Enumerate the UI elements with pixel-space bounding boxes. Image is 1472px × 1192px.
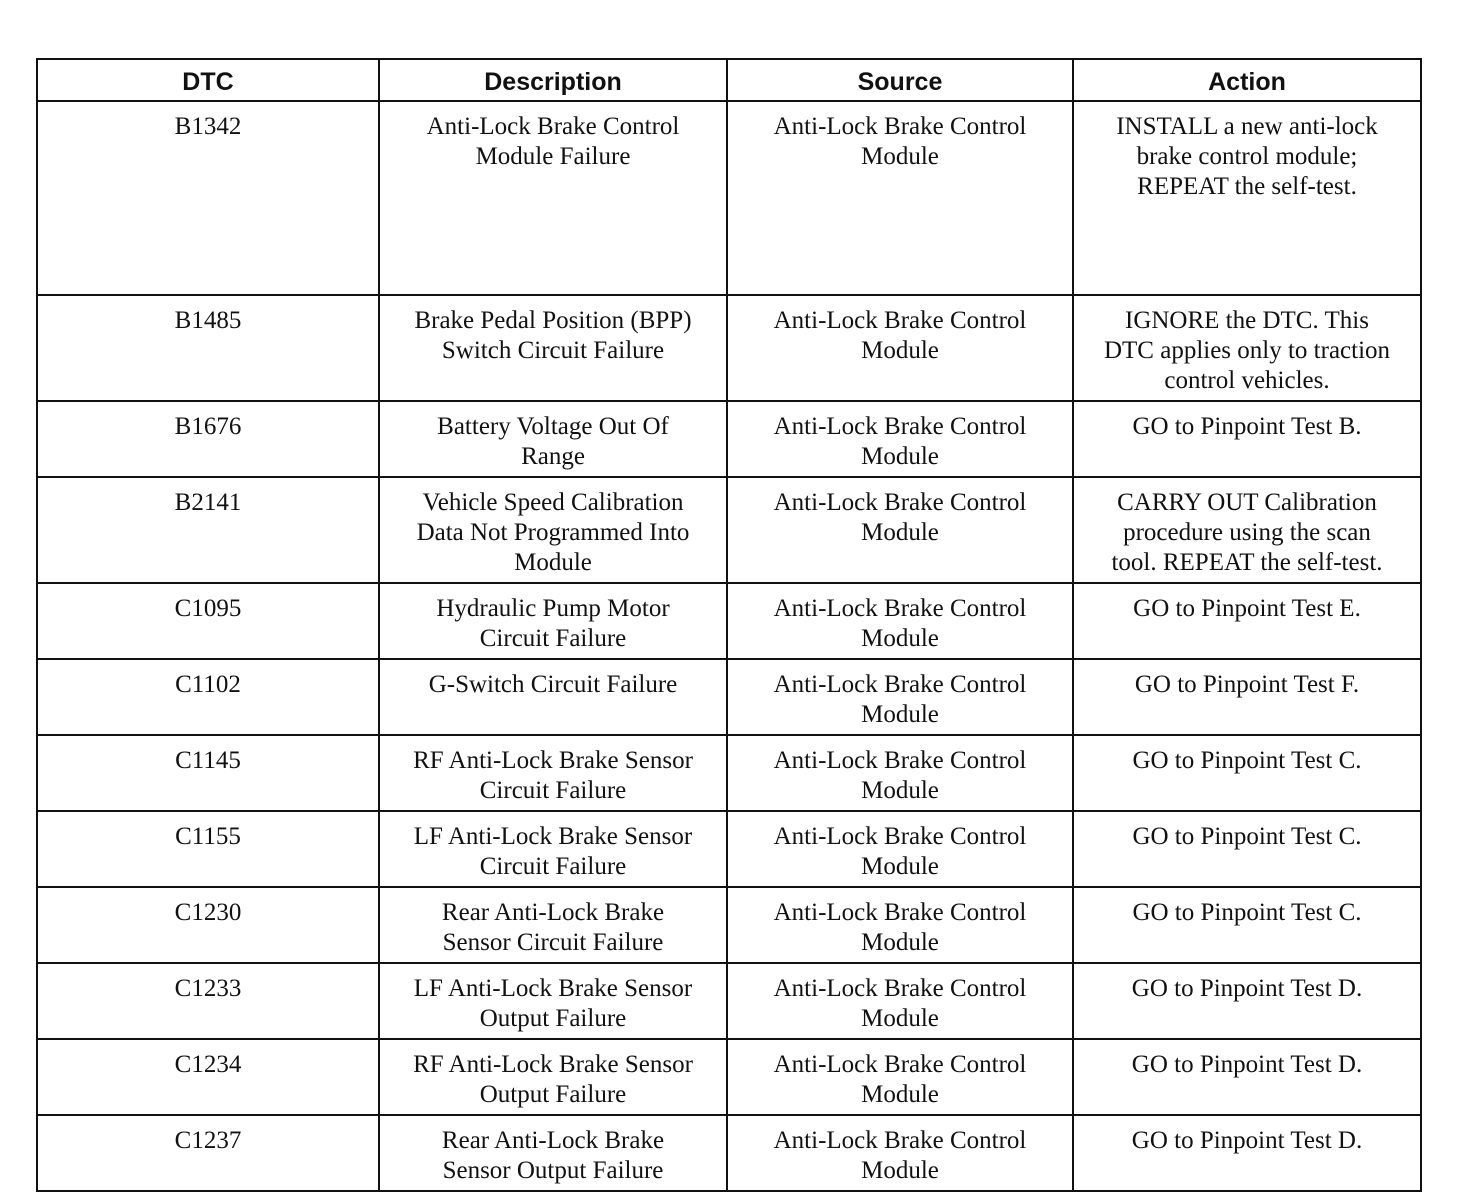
cell-source: Anti-Lock Brake Control Module (727, 1115, 1073, 1191)
table-row (37, 963, 1421, 1039)
cell-dtc: B1485 (37, 295, 379, 401)
table-row (37, 811, 1421, 887)
table-row (37, 401, 1421, 477)
table-row (37, 1039, 1421, 1115)
cell-source: Anti-Lock Brake Control Module (727, 735, 1073, 811)
cell-action: GO to Pinpoint Test C. (1073, 811, 1421, 887)
cell-dtc: C1145 (37, 735, 379, 811)
cell-source: Anti-Lock Brake Control Module (727, 1039, 1073, 1115)
cell-action: IGNORE the DTC. This DTC applies only to traction control vehicles. (1073, 295, 1421, 401)
cell-description: Rear Anti-Lock Brake Sensor Circuit Failure (379, 887, 727, 963)
cell-dtc: B1676 (37, 401, 379, 477)
table-body (37, 101, 1421, 1191)
cell-source: Anti-Lock Brake Control Module (727, 295, 1073, 401)
cell-dtc: C1233 (37, 963, 379, 1039)
cell-dtc: C1237 (37, 1115, 379, 1191)
cell-action: CARRY OUT Calibration procedure using the scan tool. REPEAT the self-test. (1073, 477, 1421, 583)
cell-source: Anti-Lock Brake Control Module (727, 101, 1073, 295)
cell-source: Anti-Lock Brake Control Module (727, 583, 1073, 659)
cell-action: INSTALL a new anti-lock brake control module; REPEAT the self-test. (1073, 101, 1421, 295)
cell-description: Hydraulic Pump Motor Circuit Failure (379, 583, 727, 659)
table-row (37, 295, 1421, 401)
header-description: Description (379, 59, 727, 101)
cell-action: GO to Pinpoint Test D. (1073, 1039, 1421, 1115)
table-header (37, 59, 1421, 101)
cell-dtc: C1155 (37, 811, 379, 887)
cell-action: GO to Pinpoint Test D. (1073, 963, 1421, 1039)
cell-action: GO to Pinpoint Test F. (1073, 659, 1421, 735)
header-dtc: DTC (37, 59, 379, 101)
cell-description: Battery Voltage Out Of Range (379, 401, 727, 477)
cell-description: G-Switch Circuit Failure (379, 659, 727, 735)
table-row (37, 659, 1421, 735)
table-row (37, 735, 1421, 811)
cell-source: Anti-Lock Brake Control Module (727, 811, 1073, 887)
table-row (37, 477, 1421, 583)
document-page (36, 58, 1420, 1192)
header-action: Action (1073, 59, 1421, 101)
cell-source: Anti-Lock Brake Control Module (727, 401, 1073, 477)
header-row (37, 59, 1421, 101)
cell-source: Anti-Lock Brake Control Module (727, 659, 1073, 735)
cell-source: Anti-Lock Brake Control Module (727, 477, 1073, 583)
cell-source: Anti-Lock Brake Control Module (727, 963, 1073, 1039)
cell-dtc: C1230 (37, 887, 379, 963)
table-row (37, 887, 1421, 963)
cell-action: GO to Pinpoint Test B. (1073, 401, 1421, 477)
table-row (37, 101, 1421, 295)
dtc-table (36, 58, 1422, 1192)
cell-dtc: B1342 (37, 101, 379, 295)
cell-description: Rear Anti-Lock Brake Sensor Output Failure (379, 1115, 727, 1191)
cell-description: Vehicle Speed Calibration Data Not Programmed Into Module (379, 477, 727, 583)
cell-action: GO to Pinpoint Test E. (1073, 583, 1421, 659)
cell-action: GO to Pinpoint Test C. (1073, 887, 1421, 963)
cell-dtc: B2141 (37, 477, 379, 583)
cell-action: GO to Pinpoint Test D. (1073, 1115, 1421, 1191)
cell-description: RF Anti-Lock Brake Sensor Circuit Failure (379, 735, 727, 811)
cell-description: RF Anti-Lock Brake Sensor Output Failure (379, 1039, 727, 1115)
cell-description: Brake Pedal Position (BPP) Switch Circuit Failure (379, 295, 727, 401)
cell-dtc: C1095 (37, 583, 379, 659)
cell-dtc: C1234 (37, 1039, 379, 1115)
cell-description: LF Anti-Lock Brake Sensor Circuit Failure (379, 811, 727, 887)
cell-dtc: C1102 (37, 659, 379, 735)
table-row (37, 583, 1421, 659)
header-source: Source (727, 59, 1073, 101)
cell-action: GO to Pinpoint Test C. (1073, 735, 1421, 811)
table-row (37, 1115, 1421, 1191)
cell-description: Anti-Lock Brake Control Module Failure (379, 101, 727, 295)
cell-description: LF Anti-Lock Brake Sensor Output Failure (379, 963, 727, 1039)
cell-source: Anti-Lock Brake Control Module (727, 887, 1073, 963)
